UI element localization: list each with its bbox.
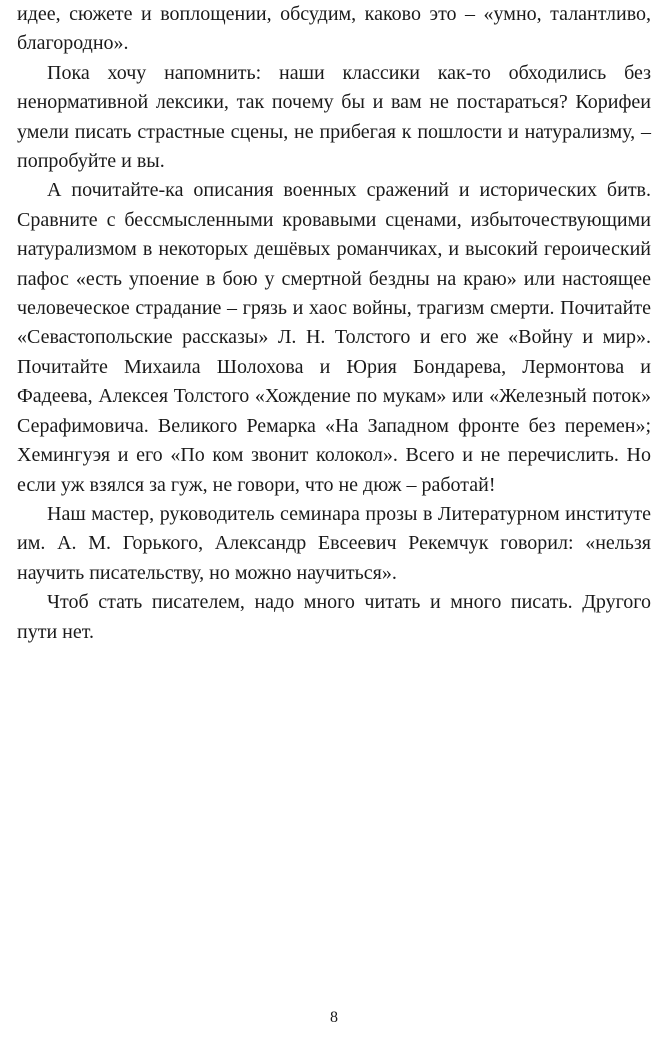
paragraph: Чтоб стать писателем, надо много читать и много писать. Другого пути нет.: [17, 591, 651, 643]
paragraph: Пока хочу напомнить: наши классики как-то обходились без ненормативной лексики, так почему бы и вам не постараться? Корифеи умели писать страстные сцены, не прибегая к пошлости и натурализму, – попробуйте и вы.: [17, 61, 651, 173]
paragraph-continuation: идее, сюжете и воплощении, обсудим, каково это – «умно, талантливо, благородно».: [17, 3, 651, 55]
body-text: [17, 0, 651, 647]
page-number: 8: [330, 1009, 338, 1026]
paragraph: А почитайте-ка описания военных сражений и исторических битв. Сравните с бессмысленными кровавыми сценами, избыточествующими натурализмом в некоторых дешёвых романчиках, и высокий героический пафос «есть упоение в бою у смертной бездны на краю» или настоящее человеческое страдание – грязь и хаос войны, трагизм смерти. Почитайте «Севастопольские рассказы» Л. Н. Толстого и его же «Войну и мир». Почитайте Михаила Шолохова и Юрия Бондарева, Лермонтова и Фадеева, Алексея Толстого «Хождение по мукам» или «Железный поток» Серафимовича. Великого Ремарка «На Западном фронте без перемен»; Хемингуэя и его «По ком звонит колокол». Всего и не перечислить. Но если уж взялся за гуж, не говори, что не дюж – работай!: [17, 179, 651, 496]
paragraph: Наш мастер, руководитель семинара прозы в Литературном институте им. А. М. Горького, Александр Евсеевич Рекемчук говорил: «нельзя научить писательству, но можно научиться».: [17, 502, 651, 584]
